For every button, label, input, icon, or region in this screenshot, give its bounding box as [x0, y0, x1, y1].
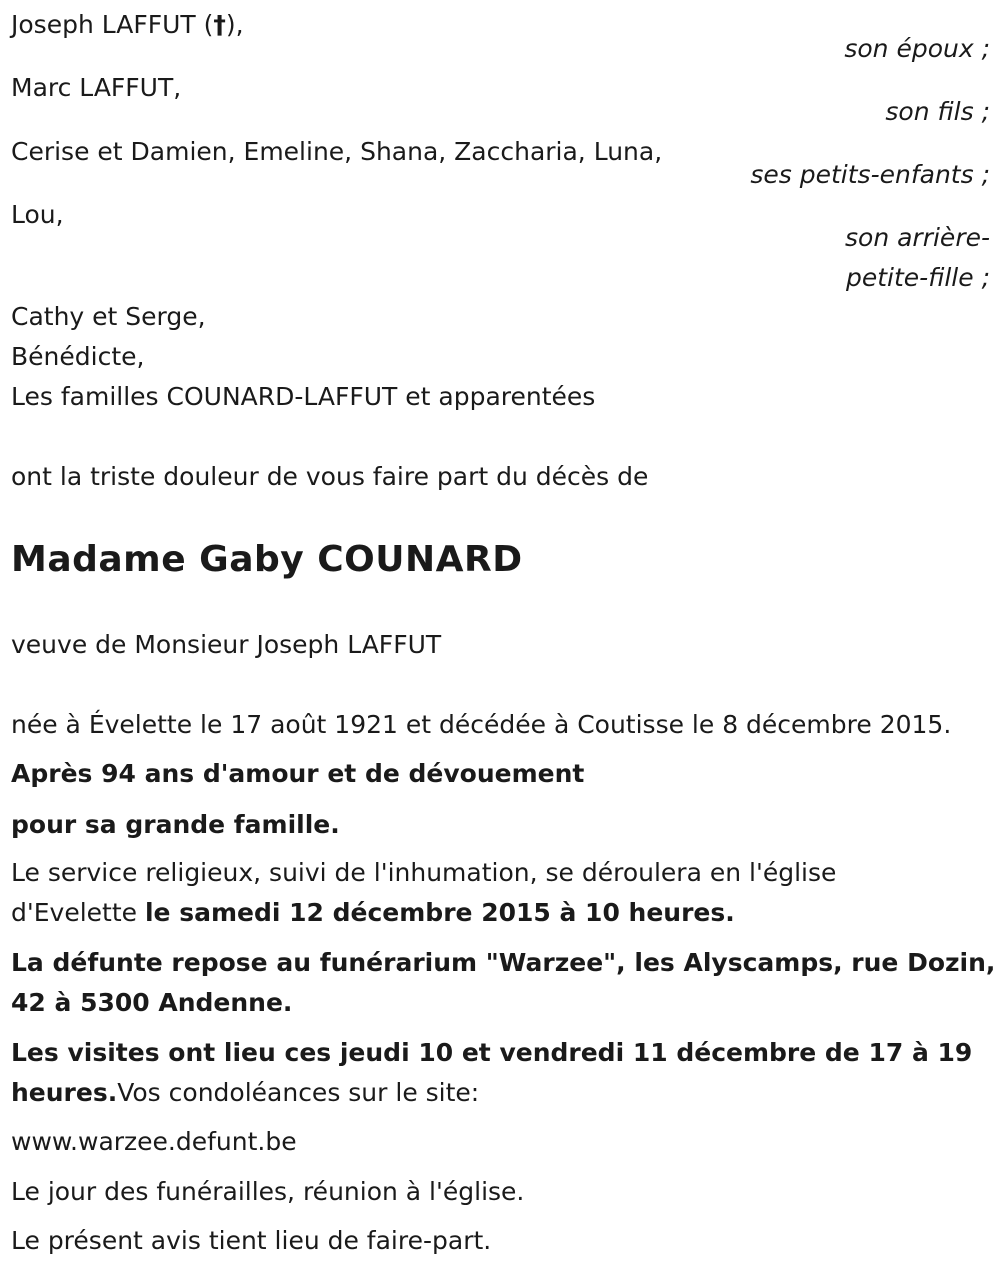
relation-son: son fils ; — [885, 97, 990, 126]
service-line-2: d'Evelette le samedi 12 décembre 2015 à 10 heures. — [11, 898, 735, 927]
family-member-2: Marc LAFFUT, — [11, 73, 182, 102]
visits-line-1: Les visites ont lieu ces jeudi 10 et vendredi 11 décembre de 17 à 19 — [11, 1038, 973, 1067]
family-member-3: Cerise et Damien, Emeline, Shana, Zaccharia, Luna, — [11, 137, 663, 166]
widow-of: veuve de Monsieur Joseph LAFFUT — [11, 630, 442, 659]
relation-great-granddaughter-2: petite-fille ; — [846, 263, 990, 292]
birth-death: née à Évelette le 17 août 1921 et décédée à Coutisse le 8 décembre 2015. — [11, 710, 952, 739]
other-family-2: Bénédicte, — [11, 342, 145, 371]
website-link[interactable]: www.warzee.defunt.be — [11, 1127, 297, 1156]
notice: Le présent avis tient lieu de faire-part. — [11, 1226, 492, 1255]
family-member-4: Lou, — [11, 200, 64, 229]
relation-spouse: son époux ; — [844, 34, 990, 63]
rest-line-2: 42 à 5300 Andenne. — [11, 988, 293, 1017]
relation-great-granddaughter-1: son arrière- — [845, 223, 990, 252]
other-family-1: Cathy et Serge, — [11, 302, 206, 331]
announcement: ont la triste douleur de vous faire part du décès de — [11, 462, 649, 491]
tribute-line-2: pour sa grande famille. — [11, 810, 340, 839]
cross-icon: † — [213, 10, 226, 39]
tribute-line-1: Après 94 ans d'amour et de dévouement — [11, 759, 585, 788]
visits-line-2: heures.Vos condoléances sur le site: — [11, 1078, 480, 1107]
service-line-1: Le service religieux, suivi de l'inhumation, se déroulera en l'église — [11, 858, 837, 887]
funeral-day: Le jour des funérailles, réunion à l'église. — [11, 1177, 525, 1206]
relation-grandchildren: ses petits-enfants ; — [750, 160, 990, 189]
family-member-1: Joseph LAFFUT (†), — [11, 10, 244, 39]
rest-line-1: La défunte repose au funérarium "Warzee", les Alyscamps, rue Dozin, — [11, 948, 996, 977]
other-family-3: Les familles COUNARD-LAFFUT et apparentées — [11, 382, 596, 411]
deceased-name: Madame Gaby COUNARD — [11, 539, 523, 580]
